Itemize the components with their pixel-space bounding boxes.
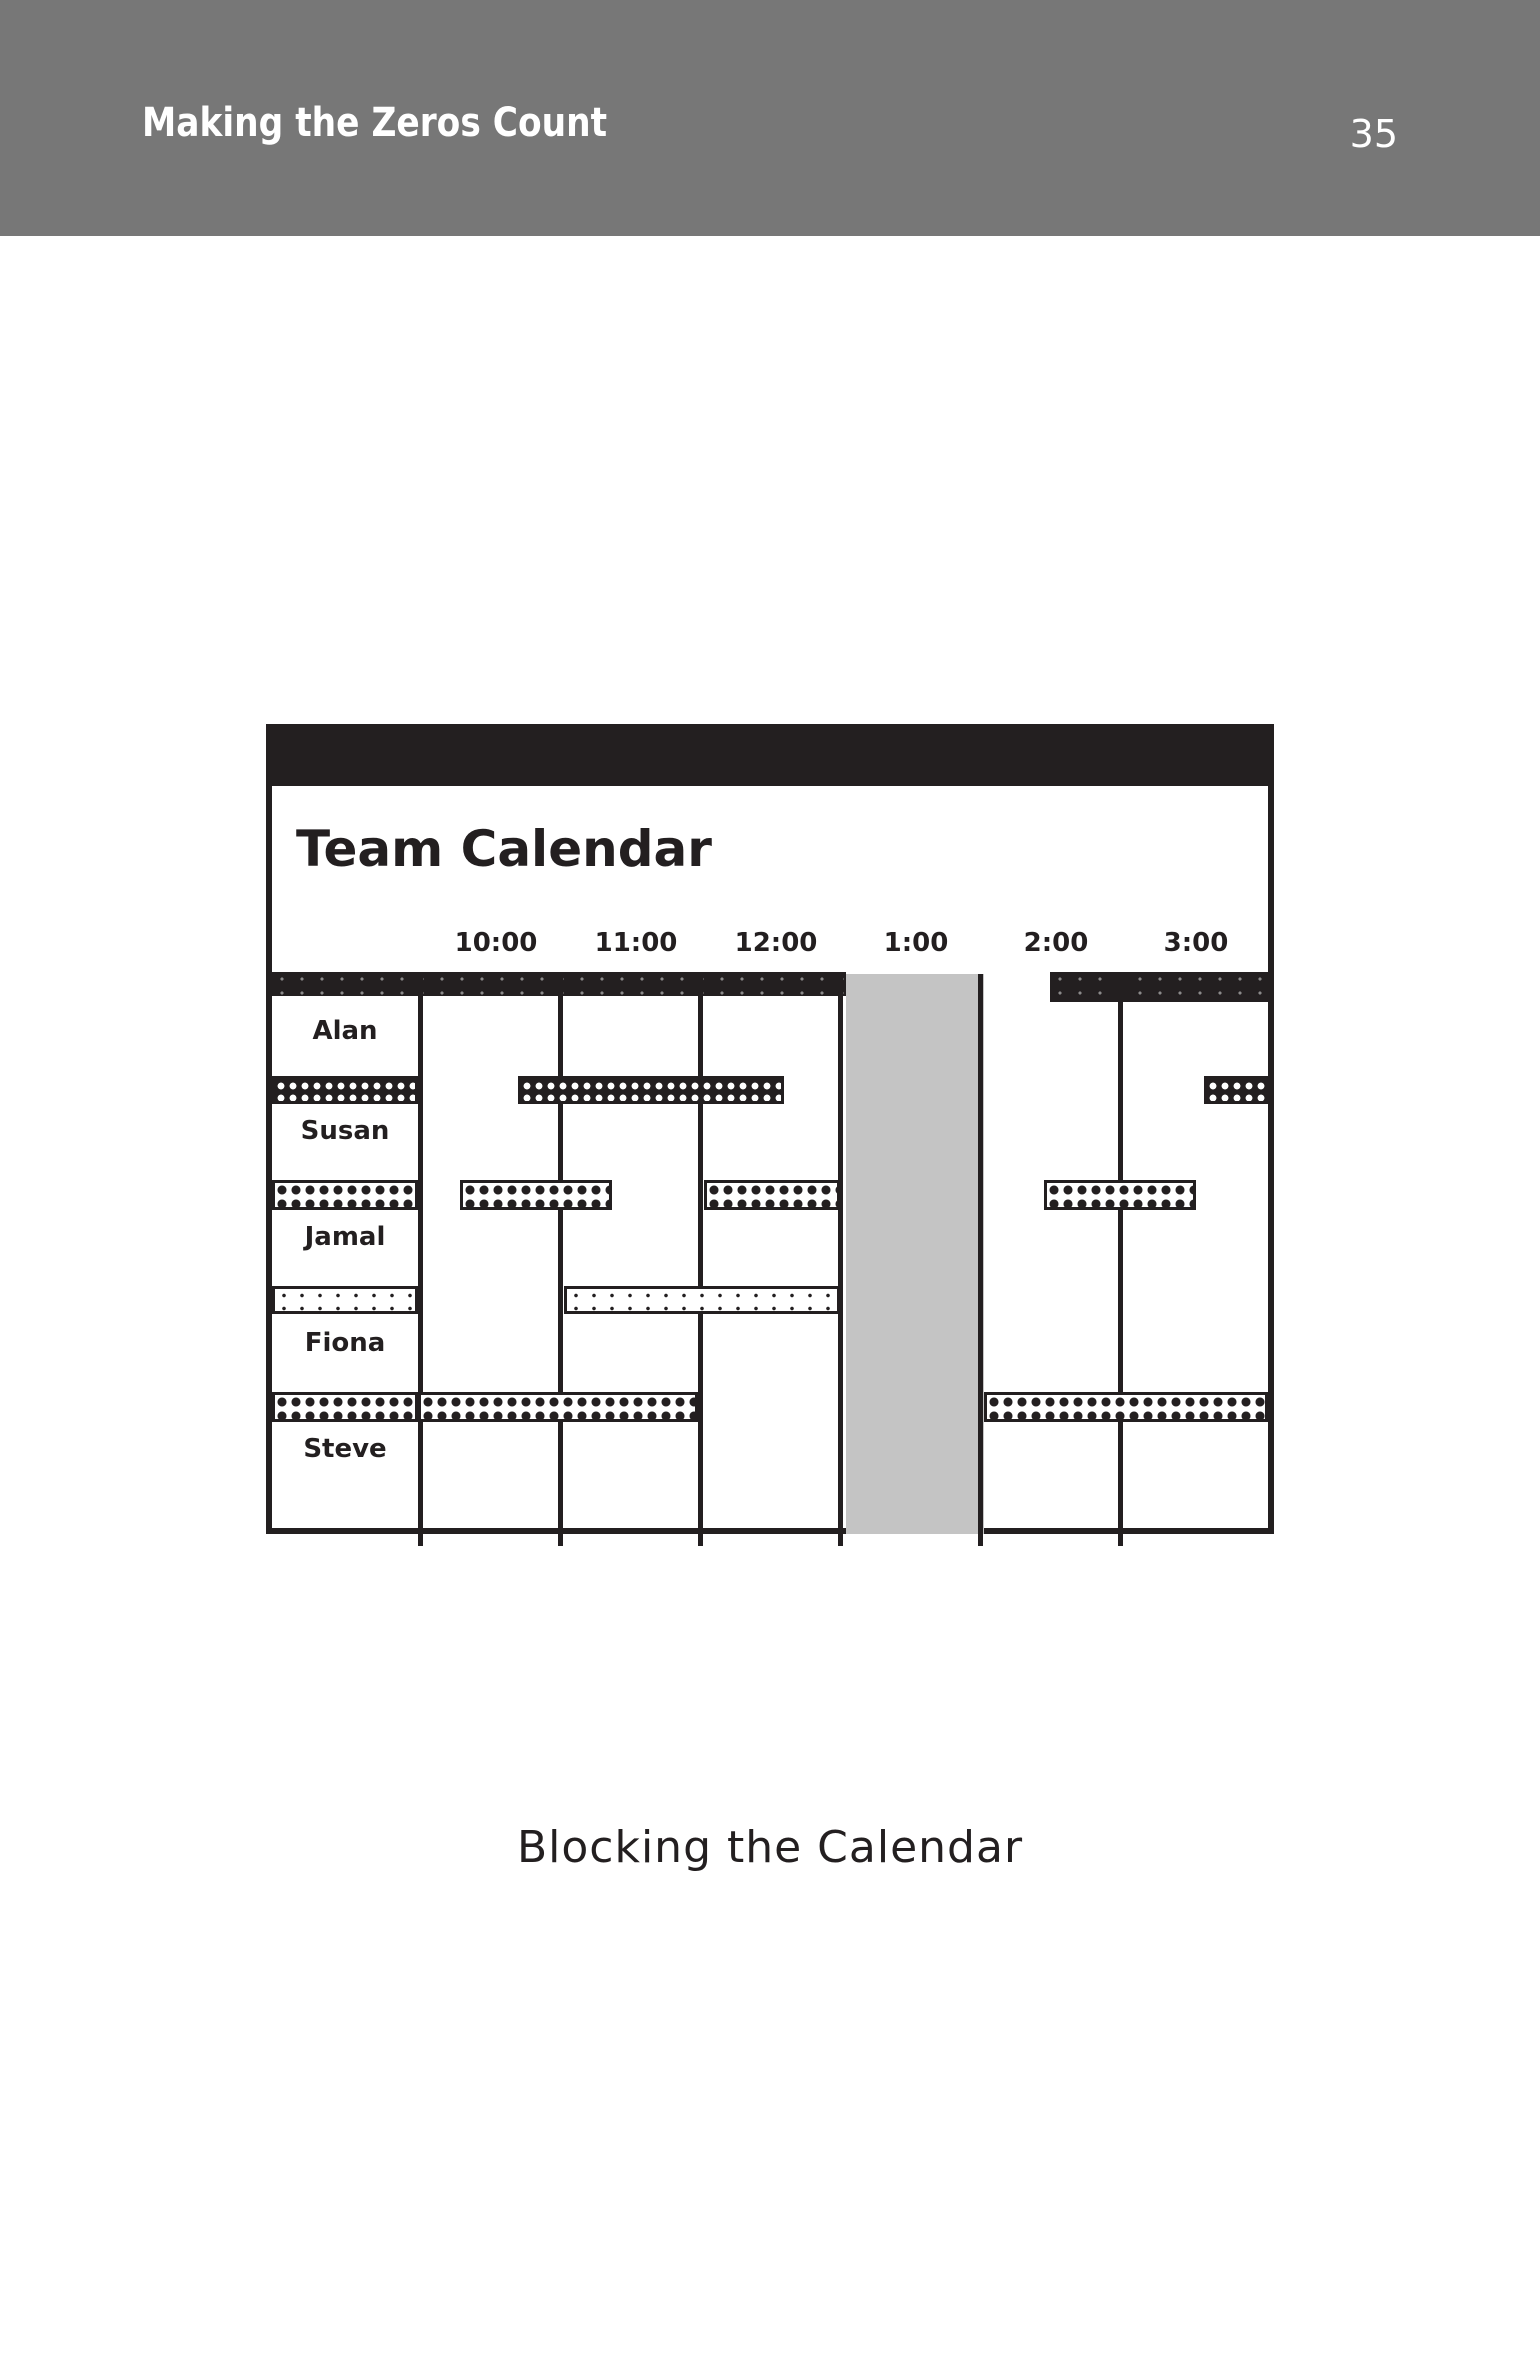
calendar-title: Team Calendar bbox=[296, 820, 712, 878]
header-bar-right bbox=[1050, 972, 1268, 1002]
column-divider bbox=[698, 974, 703, 1546]
time-label-12: 12:00 bbox=[734, 928, 818, 958]
person-steve: Steve bbox=[303, 1434, 387, 1464]
alan-meeting-block bbox=[518, 1076, 784, 1104]
person-susan: Susan bbox=[300, 1116, 390, 1146]
column-divider bbox=[978, 974, 983, 1546]
jamal-row-block bbox=[272, 1286, 418, 1314]
susan-row-block bbox=[272, 1180, 418, 1210]
alan-late-block bbox=[1204, 1076, 1268, 1104]
alan-row-block bbox=[272, 1076, 418, 1104]
jamal-meeting-block bbox=[564, 1286, 840, 1314]
fiona-meeting-block-1 bbox=[418, 1392, 698, 1422]
column-divider bbox=[1118, 974, 1123, 1546]
time-label-3: 3:00 bbox=[1163, 928, 1229, 958]
susan-meeting-block-2 bbox=[704, 1180, 840, 1210]
figure-caption: Blocking the Calendar bbox=[516, 1822, 1024, 1873]
person-fiona: Fiona bbox=[304, 1328, 386, 1358]
column-divider bbox=[838, 974, 843, 1546]
fiona-row-block bbox=[272, 1392, 418, 1422]
page-number: 35 bbox=[1349, 112, 1398, 156]
time-label-11: 11:00 bbox=[594, 928, 678, 958]
susan-meeting-block-1 bbox=[460, 1180, 612, 1210]
time-label-1: 1:00 bbox=[883, 928, 949, 958]
column-divider bbox=[418, 974, 423, 1546]
running-title: Making the Zeros Count bbox=[142, 100, 608, 146]
fiona-meeting-block-2 bbox=[984, 1392, 1268, 1422]
person-jamal: Jamal bbox=[304, 1222, 386, 1252]
column-divider bbox=[558, 974, 563, 1546]
team-calendar-figure bbox=[266, 724, 1274, 1534]
time-label-2: 2:00 bbox=[1023, 928, 1089, 958]
person-alan: Alan bbox=[312, 1016, 378, 1046]
time-label-10: 10:00 bbox=[454, 928, 538, 958]
running-header bbox=[0, 0, 1540, 236]
lunch-block bbox=[846, 974, 984, 1534]
susan-meeting-block-3 bbox=[1044, 1180, 1196, 1210]
calendar-top-bar bbox=[272, 730, 1268, 786]
